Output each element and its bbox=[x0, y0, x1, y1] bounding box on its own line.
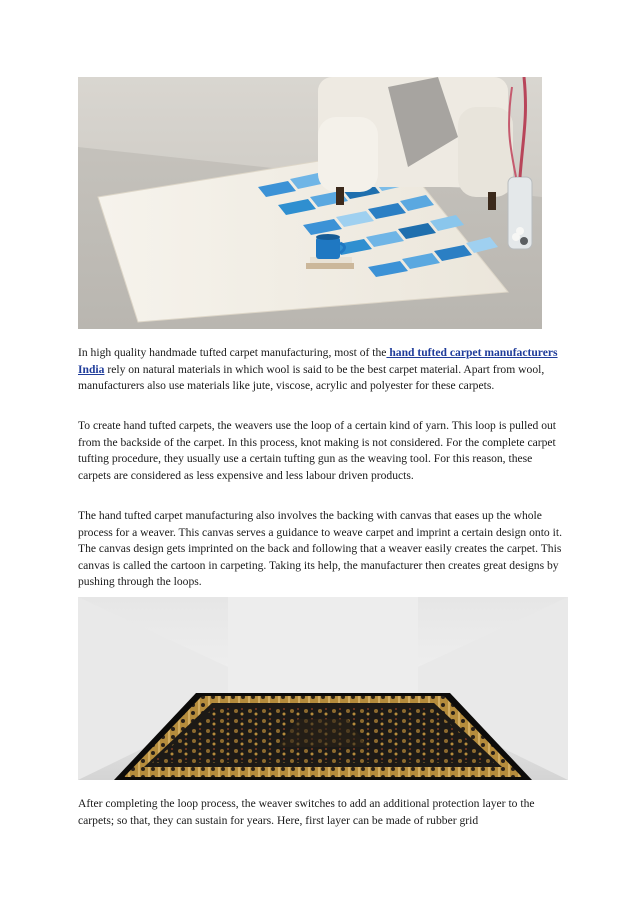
paragraph-materials bbox=[78, 345, 563, 395]
paragraph-text: rely on natural materials in which wool is said to be the best carpet material. Apart from wool, manufacturers also use materials like jute, viscose, acrylic and polyester for these carpets. bbox=[78, 362, 545, 393]
paragraph-tufting: To create hand tufted carpets, the weavers use the loop of a certain kind of yarn. This loop is pulled out from the backside of the carpet. In this process, knot making is not considered. For the complete carpet tufting procedure, they usually use a certain tufting gun as the weaving tool. For this reason, these carpets are considered as less expensive and less labour driven products. bbox=[78, 419, 557, 482]
rug-photo-chevron bbox=[78, 77, 542, 329]
paragraph-text: In high quality handmade tufted carpet manufacturing, most of the bbox=[78, 346, 387, 359]
rug-photo-ornate bbox=[78, 597, 568, 780]
paragraph-protection-layer: After completing the loop process, the weaver switches to add an additional protection layer to the carpets; so that, they can sustain for years. Here, first layer can be made of rubber grid bbox=[78, 797, 535, 827]
paragraph-canvas: The hand tufted carpet manufacturing also involves the backing with canvas that eases up the whole process for a weaver. This canvas serves a guidance to weave carpet and imprint a certain design onto it. The canvas design gets imprinted on the back and following that a weaver easily creates the carpet. This canvas is called the cartoon in carpeting. Taking its help, the manufacturer then creates great designs by pushing through the loops. bbox=[78, 509, 562, 589]
manufacturers-link[interactable]: hand tufted carpet manufacturers India bbox=[78, 346, 558, 376]
